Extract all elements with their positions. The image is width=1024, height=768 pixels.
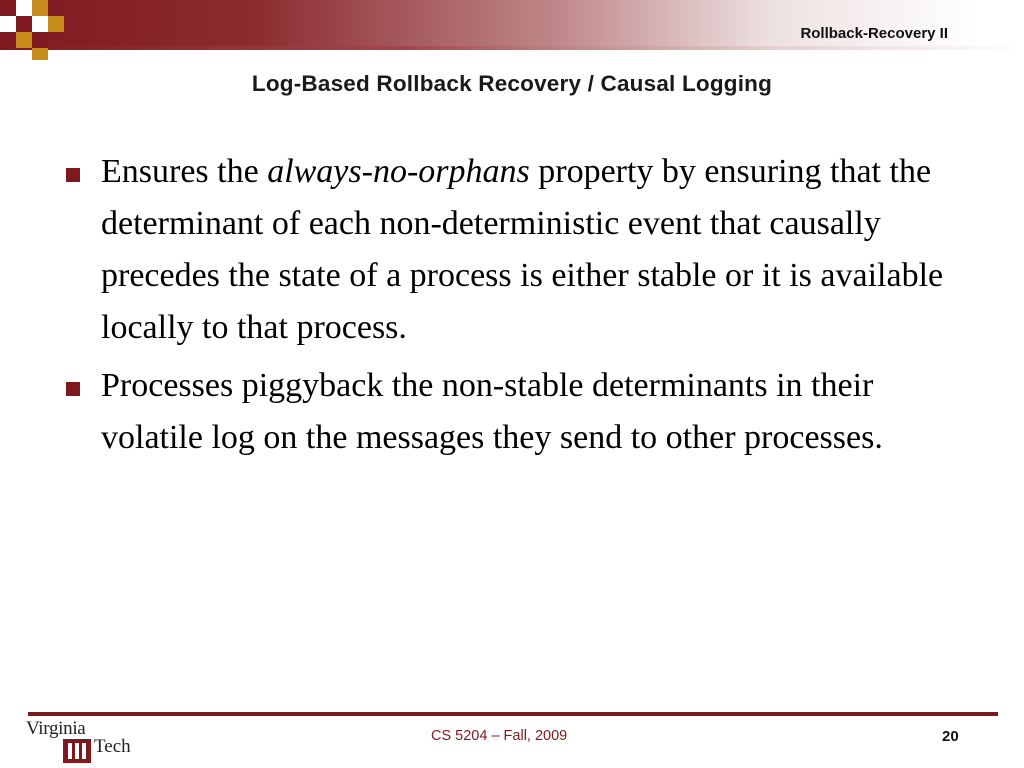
bullet-emphasis: always-no-orphans <box>267 153 530 190</box>
bullet-item <box>64 360 964 464</box>
page-number: 20 <box>942 728 959 745</box>
vt-mark-icon <box>62 738 92 764</box>
logo-word-tech: Tech <box>94 736 131 757</box>
slide-title: Log-Based Rollback Recovery / Causal Logging <box>251 71 773 96</box>
logo-word-virginia: Virginia <box>26 718 86 739</box>
bullet-list <box>64 146 964 470</box>
square-bullet-icon <box>66 168 80 182</box>
bullet-text-end: property by ensuring that the determinant of each non-deterministic event that causally precedes the state of a process is either stable or it is available locally to that process. <box>101 153 944 346</box>
footer-divider <box>28 712 998 716</box>
bullet-text-start: Ensures the <box>101 153 268 190</box>
header-gradient-line <box>0 46 1024 50</box>
footer-course-label: CS 5204 – Fall, 2009 <box>431 728 568 744</box>
bullet-text: Processes piggyback the non-stable determinants in their volatile log on the messages they send to other processes. <box>101 367 883 456</box>
deck-title: Rollback-Recovery II <box>800 25 948 42</box>
virginia-tech-logo <box>24 718 134 764</box>
bullet-item <box>64 146 964 354</box>
square-bullet-icon <box>66 382 80 396</box>
